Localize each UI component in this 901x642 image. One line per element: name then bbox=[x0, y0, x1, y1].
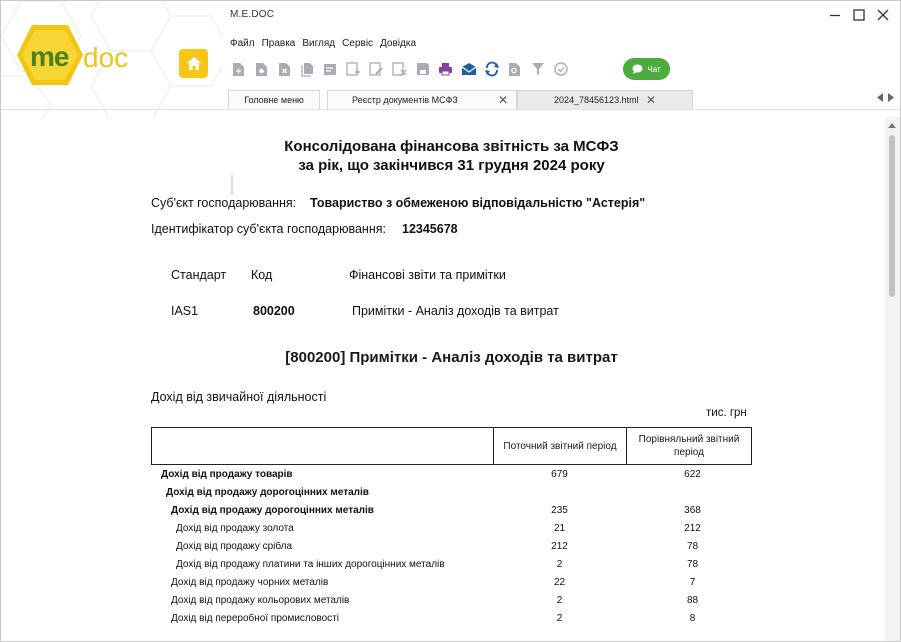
table-row bbox=[1, 559, 885, 577]
table-row bbox=[1, 541, 885, 559]
header bbox=[1, 1, 900, 117]
standard-value: IAS1 bbox=[171, 304, 199, 318]
logo-area bbox=[1, 1, 223, 117]
close-icon bbox=[877, 9, 889, 21]
save-icon[interactable] bbox=[411, 59, 434, 79]
app-title: M.E.DOC bbox=[230, 9, 275, 20]
row-compare: 368 bbox=[684, 505, 701, 516]
doc-new-icon[interactable] bbox=[342, 59, 365, 79]
row-compare: 7 bbox=[689, 577, 696, 588]
tab-divider bbox=[1, 109, 900, 110]
doc-modify-icon[interactable] bbox=[365, 59, 388, 79]
logo-me-text: me bbox=[30, 41, 69, 72]
minimize-button[interactable] bbox=[824, 5, 846, 25]
entity-value: Товариство з обмеженою відповідальністю "Астерія" bbox=[310, 196, 646, 210]
row-current: 22 bbox=[553, 577, 566, 588]
row-label: Дохід від продажу золота bbox=[176, 523, 294, 534]
table-row bbox=[1, 487, 885, 505]
chat-button[interactable] bbox=[623, 58, 670, 80]
print-icon[interactable] bbox=[434, 59, 457, 79]
row-current: 2 bbox=[556, 559, 563, 570]
menu-service[interactable]: Сервіс bbox=[342, 38, 374, 49]
minimize-icon bbox=[829, 9, 841, 21]
row-compare: 78 bbox=[686, 541, 699, 552]
code-value: 800200 bbox=[253, 304, 295, 318]
id-label: Ідентифікатор суб'єкта господарювання: bbox=[151, 222, 386, 236]
arrow-right-icon[interactable] bbox=[887, 93, 894, 102]
row-current: 235 bbox=[551, 505, 568, 516]
table-header bbox=[151, 427, 752, 465]
menu-bar bbox=[230, 38, 416, 49]
menu-edit[interactable]: Правка bbox=[261, 38, 296, 49]
row-compare: 88 bbox=[686, 595, 699, 606]
tab-scroll-arrows bbox=[877, 93, 894, 102]
document-title-line2: за рік, що закінчився 31 грудня 2024 року bbox=[298, 157, 605, 174]
header-compare-period: Порівняльний звітний період bbox=[638, 434, 740, 458]
vertical-scrollbar[interactable] bbox=[885, 117, 900, 641]
home-icon bbox=[187, 57, 201, 70]
maximize-button[interactable] bbox=[848, 5, 870, 25]
doc-duplicate-icon[interactable] bbox=[296, 59, 319, 79]
doc-add-icon[interactable] bbox=[227, 59, 250, 79]
home-button[interactable] bbox=[179, 49, 208, 78]
row-label: Дохід від продажу товарів bbox=[161, 469, 293, 480]
row-compare: 78 bbox=[686, 559, 699, 570]
tab-label: 2024_78456123.html bbox=[554, 95, 639, 105]
doc-copy-icon[interactable] bbox=[250, 59, 273, 79]
row-label: Дохід від переробної промисловості bbox=[171, 613, 339, 624]
filter-icon[interactable] bbox=[526, 59, 549, 79]
row-current: 2 bbox=[556, 595, 563, 606]
tab-main-menu[interactable] bbox=[228, 90, 320, 109]
scroll-thumb[interactable] bbox=[889, 135, 895, 297]
maximize-icon bbox=[853, 9, 865, 21]
row-current: 2 bbox=[556, 613, 563, 624]
close-icon[interactable]: ✕ bbox=[497, 93, 508, 107]
col-standard: Стандарт bbox=[171, 268, 227, 282]
doc-delete-icon[interactable] bbox=[273, 59, 296, 79]
close-icon[interactable]: ✕ bbox=[645, 93, 656, 107]
tab-document[interactable] bbox=[517, 90, 693, 109]
subsection-title: Дохід від звичайної діяльності bbox=[151, 390, 327, 404]
logo-doc-text: doc bbox=[83, 42, 129, 73]
tab-msfz-register[interactable] bbox=[327, 90, 517, 109]
col-reports: Фінансові звіти та примітки bbox=[349, 268, 506, 282]
tab-bar bbox=[228, 90, 693, 110]
toolbar bbox=[227, 59, 572, 79]
table-row bbox=[1, 613, 885, 631]
row-compare: 212 bbox=[684, 523, 701, 534]
row-compare: 622 bbox=[684, 469, 701, 480]
entity-label: Суб'єкт господарювання: bbox=[151, 196, 297, 210]
doc-edit-icon[interactable] bbox=[319, 59, 342, 79]
scroll-up-icon[interactable] bbox=[888, 123, 896, 128]
document-title-line1: Консолідована фінансова звітність за МСФЗ bbox=[284, 138, 619, 155]
chat-bubble-icon bbox=[632, 64, 643, 74]
table-row bbox=[1, 469, 885, 487]
sync-icon[interactable] bbox=[480, 59, 503, 79]
row-compare: 8 bbox=[689, 613, 696, 624]
menu-help[interactable]: Довідка bbox=[380, 38, 417, 49]
section-title: [800200] Примітки - Аналіз доходів та витрат bbox=[285, 349, 618, 366]
id-value: 12345678 bbox=[402, 222, 458, 236]
search-doc-icon[interactable] bbox=[503, 59, 526, 79]
row-label: Дохід від продажу платини та інших дорогоцінних металів bbox=[176, 559, 445, 570]
row-label: Дохід від продажу кольорових металів bbox=[171, 595, 350, 606]
row-current: 212 bbox=[551, 541, 568, 552]
report-value: Примітки - Аналіз доходів та витрат bbox=[352, 304, 559, 318]
row-label: Дохід від продажу чорних металів bbox=[171, 577, 329, 588]
table-row bbox=[1, 595, 885, 613]
tab-label: Головне меню bbox=[244, 95, 304, 105]
tab-label: Реєстр документів МСФЗ bbox=[352, 95, 458, 105]
menu-file[interactable]: Файл bbox=[230, 38, 255, 49]
row-label: Дохід від продажу дорогоцінних металів bbox=[166, 487, 369, 498]
send-icon[interactable] bbox=[457, 59, 480, 79]
text-cursor bbox=[231, 175, 233, 195]
chat-label: Чат bbox=[647, 64, 661, 74]
document-view bbox=[1, 117, 885, 641]
row-current: 679 bbox=[551, 469, 568, 480]
row-current: 21 bbox=[553, 523, 566, 534]
close-window-button[interactable] bbox=[872, 5, 894, 25]
arrow-left-icon[interactable] bbox=[877, 93, 884, 102]
row-label: Дохід від продажу срібла bbox=[176, 541, 293, 552]
table-row bbox=[1, 577, 885, 595]
refresh-check-icon[interactable] bbox=[549, 59, 572, 79]
window-controls bbox=[824, 5, 894, 25]
units-label: тис. грн bbox=[706, 407, 747, 419]
doc-remove-icon[interactable] bbox=[388, 59, 411, 79]
table-row bbox=[1, 505, 885, 523]
header-current-period: Поточний звітний період bbox=[503, 440, 617, 452]
col-code: Код bbox=[251, 268, 273, 282]
row-label: Дохід від продажу дорогоцінних металів bbox=[171, 505, 374, 516]
table-row bbox=[1, 523, 885, 541]
menu-view[interactable]: Вигляд bbox=[302, 38, 336, 49]
